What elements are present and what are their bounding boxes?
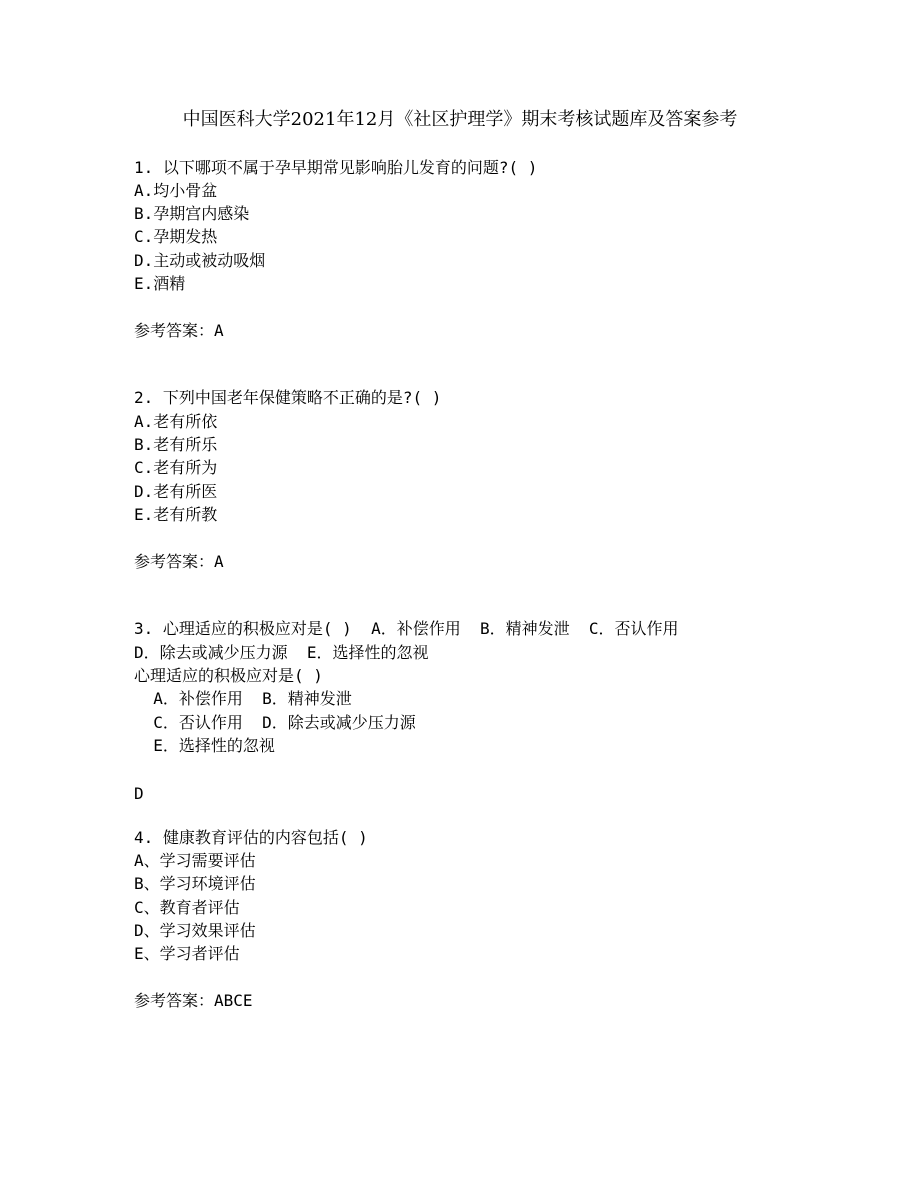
question-3-body-line: E．选择性的忽视 <box>134 736 275 755</box>
question-3-stem-continuation: D．除去或减少压力源 E．选择性的忽视 <box>134 643 429 662</box>
question-2-option-d: D.老有所医 <box>134 482 218 501</box>
question-4-answer: 参考答案：ABCE <box>134 991 253 1010</box>
question-2-option-a: A.老有所依 <box>134 412 218 431</box>
question-4-option-b: B、学习环境评估 <box>134 874 256 893</box>
question-3-body-line: A．补偿作用 B．精神发泄 <box>134 689 352 708</box>
question-2-option-b: B.老有所乐 <box>134 435 218 454</box>
question-2-answer: 参考答案：A <box>134 552 224 571</box>
question-1-stem: 1. 以下哪项不属于孕早期常见影响胎儿发育的问题?( ) <box>134 158 538 177</box>
question-3-answer: D <box>134 784 144 803</box>
question-2-option-c: C.老有所为 <box>134 458 218 477</box>
question-4-option-c: C、教育者评估 <box>134 898 240 917</box>
question-4-stem: 4. 健康教育评估的内容包括( ) <box>134 828 368 847</box>
question-3-body-line: C．否认作用 D．除去或减少压力源 <box>134 713 416 732</box>
question-1-option-b: B.孕期宫内感染 <box>134 204 250 223</box>
question-1-option-a: A.均小骨盆 <box>134 181 218 200</box>
question-3-body-line: 心理适应的积极应对是( ) <box>134 666 323 685</box>
question-2-option-e: E.老有所教 <box>134 505 218 524</box>
question-1-option-e: E.酒精 <box>134 274 186 293</box>
question-3-stem: 3. 心理适应的积极应对是( ) A．补偿作用 B．精神发泄 C．否认作用 <box>134 619 679 638</box>
question-4-option-e: E、学习者评估 <box>134 944 240 963</box>
question-1-option-c: C.孕期发热 <box>134 227 218 246</box>
question-4-option-d: D、学习效果评估 <box>134 921 256 940</box>
document-title: 中国医科大学2021年12月《社区护理学》期末考核试题库及答案参考 <box>182 109 738 130</box>
question-2-stem: 2. 下列中国老年保健策略不正确的是?( ) <box>134 388 442 407</box>
question-1-option-d: D.主动或被动吸烟 <box>134 251 266 270</box>
question-4-option-a: A、学习需要评估 <box>134 851 256 870</box>
question-1-answer: 参考答案：A <box>134 321 224 340</box>
